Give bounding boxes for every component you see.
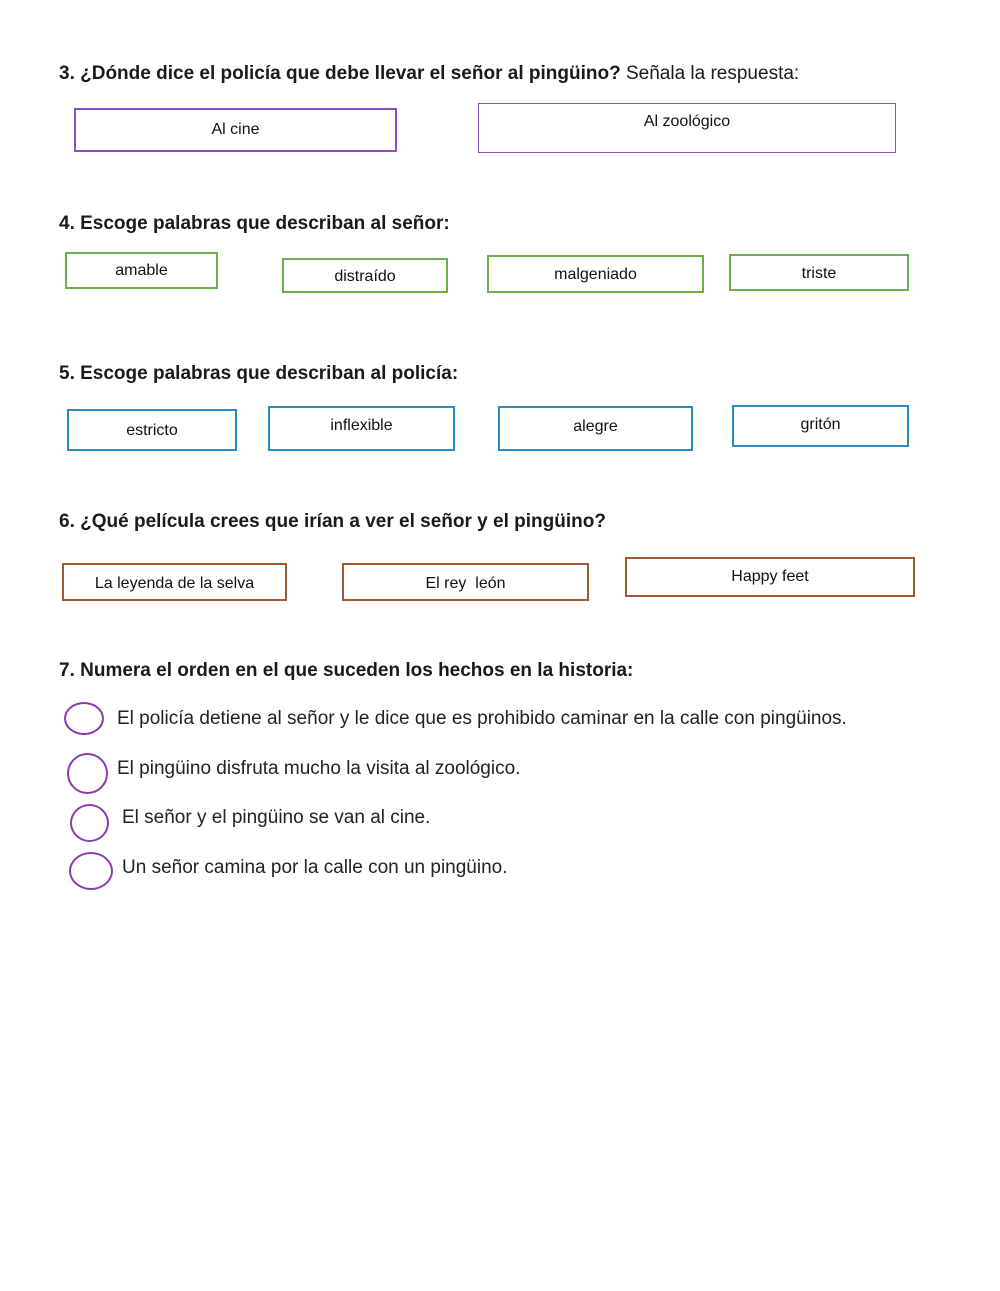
q6-option-happy-feet[interactable]: Happy feet	[625, 557, 915, 597]
order-circle-4[interactable]	[69, 852, 113, 890]
question-3-text: 3. ¿Dónde dice el policía que debe llevar el señor al pingüino?	[59, 63, 621, 84]
q5-option-alegre[interactable]: alegre	[498, 406, 693, 451]
order-circle-2[interactable]	[67, 753, 108, 794]
q4-option-amable[interactable]: amable	[65, 252, 218, 289]
order-circle-3[interactable]	[70, 804, 109, 842]
q6-option-la-leyenda-de-la-selva[interactable]: La leyenda de la selva	[62, 563, 287, 601]
q4-option-malgeniado[interactable]: malgeniado	[487, 255, 704, 293]
q5-option-griton[interactable]: gritón	[732, 405, 909, 447]
statement-3: El señor y el pingüino se van al cine.	[122, 807, 431, 828]
statement-1: El policía detiene al señor y le dice que es prohibido caminar en la calle con pingüinos.	[117, 708, 847, 729]
q4-option-distraido[interactable]: distraído	[282, 258, 448, 293]
question-6-title: 6. ¿Qué película crees que irían a ver el señor y el pingüino?	[59, 511, 606, 532]
question-3-instruction: Señala la respuesta:	[625, 63, 800, 84]
order-circle-1[interactable]	[64, 702, 104, 735]
question-5-title: 5. Escoge palabras que describan al policía:	[59, 363, 459, 384]
q3-option-al-zoologico[interactable]: Al zoológico	[478, 103, 896, 153]
statement-4: Un señor camina por la calle con un pingüino.	[122, 857, 508, 878]
q4-option-triste[interactable]: triste	[729, 254, 909, 291]
q5-option-inflexible[interactable]: inflexible	[268, 406, 455, 451]
q6-option-el-rey-leon[interactable]: El rey león	[342, 563, 589, 601]
question-4-title: 4. Escoge palabras que describan al señor:	[59, 213, 450, 234]
q3-option-al-cine[interactable]: Al cine	[74, 108, 397, 152]
question-3-title	[59, 63, 799, 85]
statement-2: El pingüino disfruta mucho la visita al zoológico.	[117, 758, 521, 779]
q5-option-estricto[interactable]: estricto	[67, 409, 237, 451]
question-7-title: 7. Numera el orden en el que suceden los hechos en la historia:	[59, 660, 634, 681]
